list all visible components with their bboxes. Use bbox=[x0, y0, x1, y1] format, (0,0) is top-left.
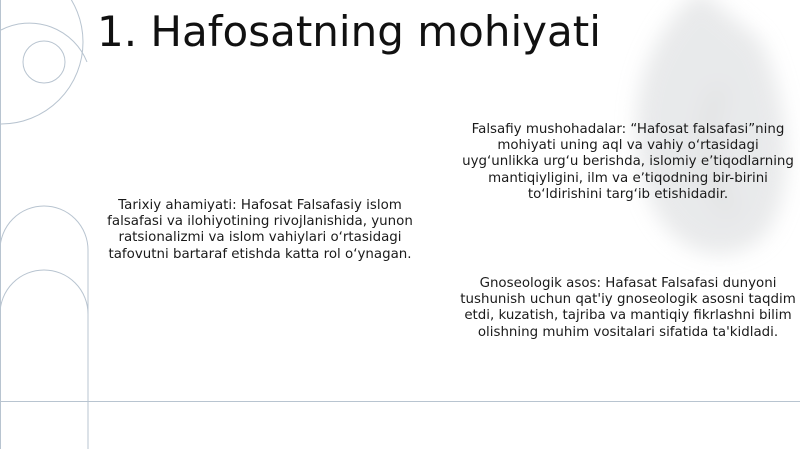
deco-arch-low bbox=[0, 270, 88, 449]
deco-arc-top bbox=[1, 0, 83, 124]
deco-arc-outer bbox=[1, 23, 87, 62]
paragraph-gnoseological: Gnoseologik asos: Hafasat Falsafasi dunyoni tushunish uchun qat'iy gnoseologik asosni taqdim etdi, kuzatish, tajriba va mantiqiy fikrlashni bilim olishning muhim vositalari sifatida ta'kidladi. bbox=[460, 276, 796, 340]
deco-circle-top bbox=[23, 41, 65, 83]
paragraph-philosophical: Falsafiy mushohadalar: “Hafosat falsafasi”ning mohiyati uning aql va vahiy oʻrtasidagi uygʻunlikka urgʻu berishda, islomiy eʼtiqodlarning mantiqiyligini, ilm va eʼtiqodning bir-birini toʻldirishini targʻib etishidadir. bbox=[462, 122, 794, 202]
paragraph-historical: Tarixiy ahamiyati: Hafosat Falsafasiy islom falsafasi va ilohiyotining rivojlanishida, yunon ratsionalizmi va islom vahiylari oʻrtasidagi tafovutni bartaraf etishda katta rol oʻynagan. bbox=[107, 198, 413, 262]
page-title: 1. Hafosatning mohiyati bbox=[97, 7, 601, 56]
deco-arch-mid bbox=[0, 206, 88, 449]
